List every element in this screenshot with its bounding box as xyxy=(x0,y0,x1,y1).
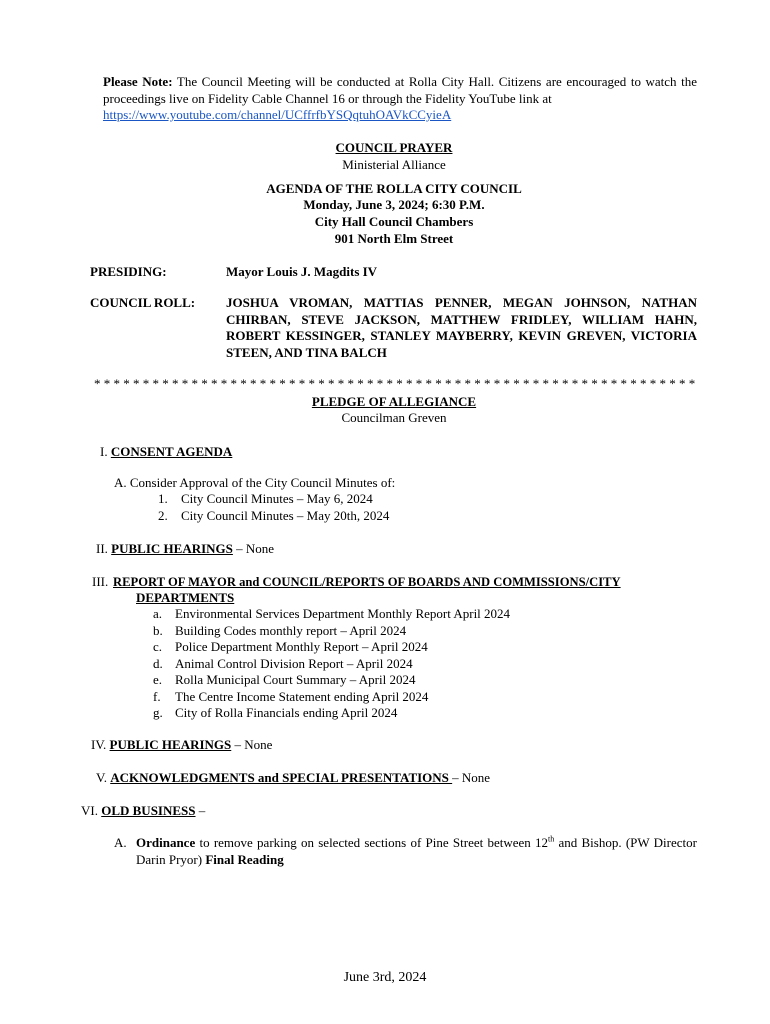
asterisk-divider: * * * * * * * * * * * * * * * * * * * * * * * * * * * * * * * * * * * * * * * * * * * * * * * * * * * * * * * * * * * * * * xyxy=(94,376,696,391)
ordinance-text-1: to remove parking on selected sections of Pine Street between 12 xyxy=(195,835,549,850)
item-text: Rolla Municipal Court Summary – April 2024 xyxy=(175,672,416,687)
section-consent-agenda xyxy=(100,444,232,461)
section-title: PUBLIC HEARINGS xyxy=(109,737,232,752)
council-prayer-sub: Ministerial Alliance xyxy=(342,157,446,172)
item-text: Building Codes monthly report – April 2024 xyxy=(175,622,407,638)
consent-sub-2: City Council Minutes – May 20th, 2024 xyxy=(181,508,390,523)
section-title: OLD BUSINESS xyxy=(101,803,196,818)
ordinance-superscript: th xyxy=(548,834,555,844)
final-reading-label: Final Reading xyxy=(205,851,284,867)
section-title: CONSENT AGENDA xyxy=(110,444,233,459)
pledge-heading: PLEDGE OF ALLEGIANCE xyxy=(311,394,477,409)
section-rest: – None xyxy=(452,770,491,785)
consent-item-a: A. Consider Approval of the City Council Minutes of: xyxy=(114,475,396,490)
old-business-item-a xyxy=(136,835,697,868)
item-letter: b. xyxy=(153,622,163,638)
section-number: VI. xyxy=(81,803,98,818)
please-note-label: Please Note: xyxy=(103,74,173,89)
item-text: Environmental Services Department Monthly Report April 2024 xyxy=(175,606,511,621)
section-title: ACKNOWLEDGMENTS and SPECIAL PRESENTATIONS xyxy=(110,770,453,785)
please-note-text: The Council Meeting will be conducted at Rolla City Hall. Citizens are encouraged to watch the proceedings live on Fidelity Cable Channel 16 or through the Fidelity YouTube link at xyxy=(103,74,698,106)
section-public-hearings-2 xyxy=(91,737,272,754)
agenda-title: AGENDA OF THE ROLLA CITY COUNCIL xyxy=(266,181,522,196)
section-rest: – xyxy=(195,803,206,818)
consent-sub-1: City Council Minutes – May 6, 2024 xyxy=(181,491,373,506)
section-public-hearings-1 xyxy=(96,541,274,558)
agenda-address: 901 North Elm Street xyxy=(334,231,454,246)
item-text: The Centre Income Statement ending April 2024 xyxy=(175,688,429,704)
item-letter: g. xyxy=(153,705,163,720)
pledge-sub: Councilman Greven xyxy=(341,410,447,425)
consent-sub-1-number: 1. xyxy=(158,491,168,506)
item-letter: d. xyxy=(153,655,163,671)
item-text: Animal Control Division Report – April 2024 xyxy=(175,655,413,671)
council-prayer-heading: COUNCIL PRAYER xyxy=(335,140,453,155)
section-number: IV. xyxy=(91,737,107,752)
youtube-link[interactable]: https://www.youtube.com/channel/UCffrfbYSQqtuhOAVkCCyieA xyxy=(103,107,452,122)
presiding-label: PRESIDING: xyxy=(90,264,167,279)
section-acknowledgments xyxy=(96,770,490,787)
section-old-business xyxy=(81,803,205,820)
presiding-value: Mayor Louis J. Magdits IV xyxy=(226,264,378,279)
item-text: Police Department Monthly Report – April 2024 xyxy=(175,639,428,654)
section-reports-number: III. xyxy=(92,574,109,589)
section-reports-title-line1: REPORT OF MAYOR and COUNCIL/REPORTS OF BOARDS AND COMMISSIONS/CITY xyxy=(113,575,621,589)
agenda-date: Monday, June 3, 2024; 6:30 P.M. xyxy=(303,197,485,212)
item-letter: a. xyxy=(153,606,163,621)
agenda-place: City Hall Council Chambers xyxy=(314,214,474,229)
item-letter: e. xyxy=(153,672,163,687)
item-letter: f. xyxy=(153,688,161,704)
section-title: PUBLIC HEARINGS xyxy=(111,541,233,556)
ordinance-label: Ordinance xyxy=(136,835,196,850)
please-note-paragraph xyxy=(103,74,697,107)
item-letter: c. xyxy=(153,639,163,654)
section-number: I. xyxy=(100,444,108,459)
council-roll-label: COUNCIL ROLL: xyxy=(90,295,196,310)
section-rest: – None xyxy=(232,541,275,556)
section-rest: – None xyxy=(231,737,273,752)
ordinance-text-2: and Bishop. (PW Director Darin Pryor) xyxy=(136,835,697,867)
consent-sub-2-number: 2. xyxy=(158,508,168,523)
council-roll-value: JOSHUA VROMAN, MATTIAS PENNER, MEGAN JOHNSON, NATHAN CHIRBAN, STEVE JACKSON, MATTHEW FRIDLEY, WILLIAM HAHN, ROBERT KESSINGER, STANLEY MAYBERRY, KEVIN GREVEN, VICTORIA STEEN, AND TINA BALCH xyxy=(226,295,697,360)
item-text: City of Rolla Financials ending April 2024 xyxy=(175,705,398,720)
footer-date: June 3rd, 2024 xyxy=(343,970,427,985)
section-number: V. xyxy=(96,770,107,785)
section-number: II. xyxy=(96,541,108,556)
old-business-item-a-letter: A. xyxy=(114,835,127,850)
section-reports-title-line2: DEPARTMENTS xyxy=(136,590,235,605)
